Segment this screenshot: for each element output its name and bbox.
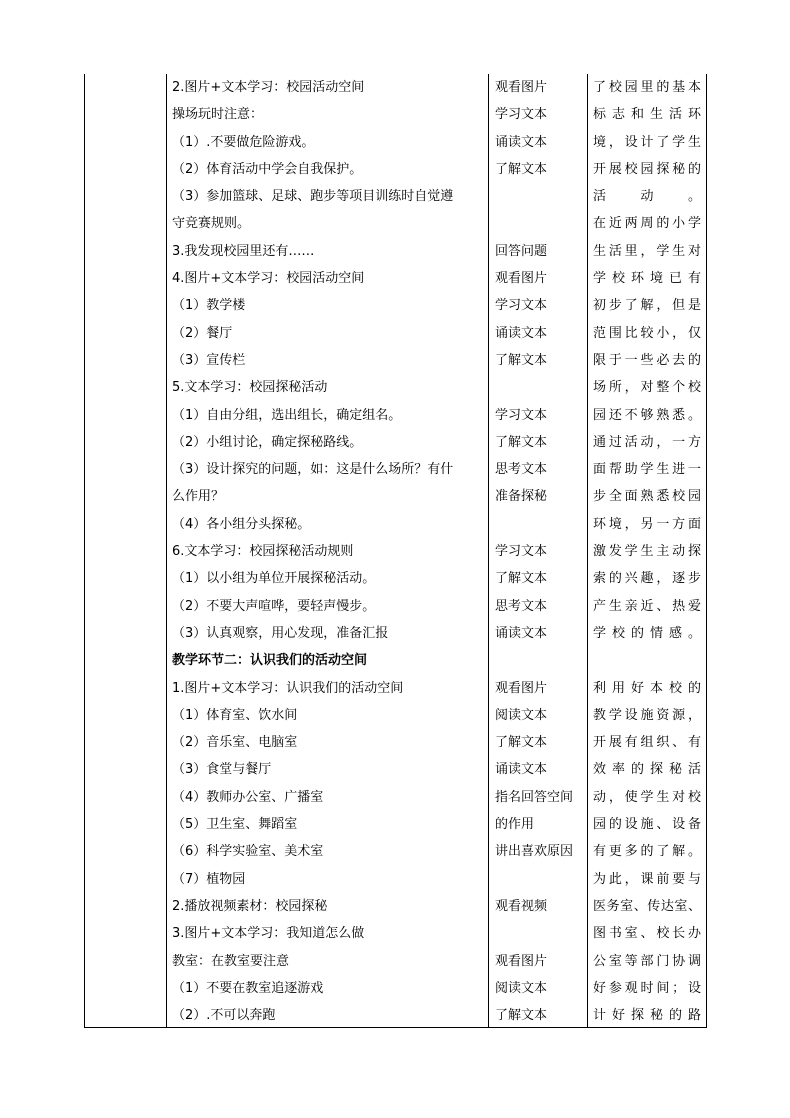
activity-line: 了解文本 [495,571,548,587]
table-divider-2 [488,74,489,1028]
intent-line: 医务室、传达室、 [593,898,701,914]
teaching-content-column [172,74,484,1029]
activity-line: 学习文本 [495,544,548,560]
intent-line: 步全面熟悉校园 [593,489,701,505]
intent-line: 效率的探秘活 [593,762,701,778]
intent-line: 利用好本校的 [593,680,701,696]
activity-line [495,866,583,893]
content-line: 操场玩时注意： [172,107,264,123]
intent-line: 好参观时间；设 [593,980,701,996]
content-line: （3）食堂与餐厅 [172,762,272,778]
intent-line: 产生亲近、热爱 [593,598,701,614]
content-line: （2）小组讨论，确定探秘路线。 [172,434,363,450]
activity-line: 学习文本 [495,407,548,423]
content-line: （2）不要大声喧哗，要轻声慢步。 [172,598,376,614]
activity-line [495,183,583,210]
activity-line [495,374,583,401]
content-line: （6）科学实验室、美术室 [172,844,324,860]
intent-line: 场所，对整个校 [593,380,701,396]
content-line: （5）卫生室、舞蹈室 [172,817,298,833]
intent-line: 开展校园探秘的 [593,161,701,177]
content-line: （1）以小组为单位开展探秘活动。 [172,571,376,587]
intent-line: 在近两周的小学 [593,216,701,232]
intent-line: 学校环境已有 [593,271,701,287]
content-line: （3）设计探究的问题，如：这是什么场所？有什 [172,462,454,478]
intent-line: 环境，另一方面 [593,516,701,532]
intent-line [593,647,701,674]
intent-line: 公室等部门协调 [593,953,701,969]
content-line: （1）教学楼 [172,298,246,314]
activity-line: 讲出喜欢原因 [495,844,574,860]
content-line: 3.我发现校园里还有…… [172,243,315,259]
content-line: 1.图片+文本学习：认识我们的活动空间 [172,680,404,696]
content-line: 教学环节二：认识我们的活动空间 [172,653,368,669]
intent-line: 生活里，学生对 [593,243,701,259]
design-intent-column [593,74,701,1029]
activity-line: 了解文本 [495,735,548,751]
content-line: （4）教师办公室、广播室 [172,789,324,805]
content-line: （3）参加篮球、足球、跑步等项目训练时自觉遵 [172,189,454,205]
content-line: （7）植物园 [172,871,246,887]
activity-line: 诵读文本 [495,325,548,341]
activity-line: 思考文本 [495,462,548,478]
intent-line: 园的设施、设备 [593,817,701,833]
intent-line: 范围比较小，仅 [593,325,701,341]
activity-line [495,920,583,947]
intent-line: 图书室、校长办 [593,926,701,942]
activity-line: 回答问题 [495,243,548,259]
intent-line: 索的兴趣，逐步 [593,571,701,587]
content-line: 么作用？ [172,489,225,505]
content-line: （2）.不可以奔跑 [172,1008,276,1024]
content-line: （3）认真观察，用心发现，准备汇报 [172,625,389,641]
activity-line: 了解文本 [495,161,548,177]
intent-line: 通过活动，一方 [593,434,701,450]
activity-line: 阅读文本 [495,980,548,996]
activity-line: 观看图片 [495,953,548,969]
activity-line: 的作用 [495,817,535,833]
activity-line: 学习文本 [495,298,548,314]
content-line: （1）自由分组，选出组长，确定组名。 [172,407,402,423]
table-border-left [84,74,85,1028]
activity-line: 准备探秘 [495,489,548,505]
intent-line: 限于一些必去的 [593,352,701,368]
intent-line: 面帮助学生进一 [593,462,701,478]
content-line: （1）.不要做危险游戏。 [172,134,315,150]
content-line: 2.图片+文本学习：校园活动空间 [172,80,365,95]
content-line: 4.图片+文本学习：校园活动空间 [172,271,365,287]
activity-line: 指名回答空间 [495,789,574,805]
content-line: 2.播放视频素材：校园探秘 [172,898,328,914]
activity-line: 阅读文本 [495,707,548,723]
content-line: 5.文本学习：校园探秘活动 [172,380,328,396]
intent-line: 开展有组织、有 [593,735,701,751]
intent-line: 有更多的了解。 [593,844,701,860]
activity-line: 学习文本 [495,107,548,123]
content-line: （1）不要在教室追逐游戏 [172,980,324,996]
intent-line: 计好探秘的路 [593,1008,701,1024]
activity-line [495,210,583,237]
activity-line: 观看图片 [495,80,548,95]
content-line: 6.文本学习：校园探秘活动规则 [172,544,354,560]
table-divider-1 [166,74,167,1028]
content-line: （4）各小组分头探秘。 [172,516,311,532]
intent-line: 活动。 [593,189,701,205]
intent-line: 动，使学生对校 [593,789,701,805]
intent-line: 了校园里的基本 [593,80,701,95]
content-line: 教室：在教室要注意 [172,953,290,969]
content-line: （1）体育室、饮水间 [172,707,298,723]
activity-line: 思考文本 [495,598,548,614]
intent-line: 教学设施资源， [593,707,701,723]
intent-line: 激发学生主动探 [593,544,701,560]
activity-line [495,647,583,674]
content-line: （2）体育活动中学会自我保护。 [172,161,363,177]
content-line: （2）音乐室、电脑室 [172,735,298,751]
student-activity-column [495,74,583,1029]
activity-line [495,511,583,538]
table-divider-3 [587,74,588,1028]
table-border-right [706,74,707,1028]
activity-line: 了解文本 [495,352,548,368]
content-line: 守竞赛规则。 [172,216,251,232]
intent-line: 初步了解，但是 [593,298,701,314]
intent-line: 境，设计了学生 [593,134,701,150]
content-line: （2）餐厅 [172,325,233,341]
activity-line: 诵读文本 [495,625,548,641]
intent-line: 学校的情感。 [593,625,701,641]
content-line: （3）宣传栏 [172,352,246,368]
intent-line: 园还不够熟悉。 [593,407,701,423]
activity-line: 诵读文本 [495,134,548,150]
activity-line: 了解文本 [495,1008,548,1024]
activity-line: 观看图片 [495,271,548,287]
activity-line: 观看图片 [495,680,548,696]
content-line: 3.图片+文本学习：我知道怎么做 [172,926,365,942]
activity-line: 诵读文本 [495,762,548,778]
activity-line: 观看视频 [495,898,548,914]
intent-line: 为此，课前要与 [593,871,701,887]
activity-line: 了解文本 [495,434,548,450]
intent-line: 标志和生活环 [593,107,701,123]
